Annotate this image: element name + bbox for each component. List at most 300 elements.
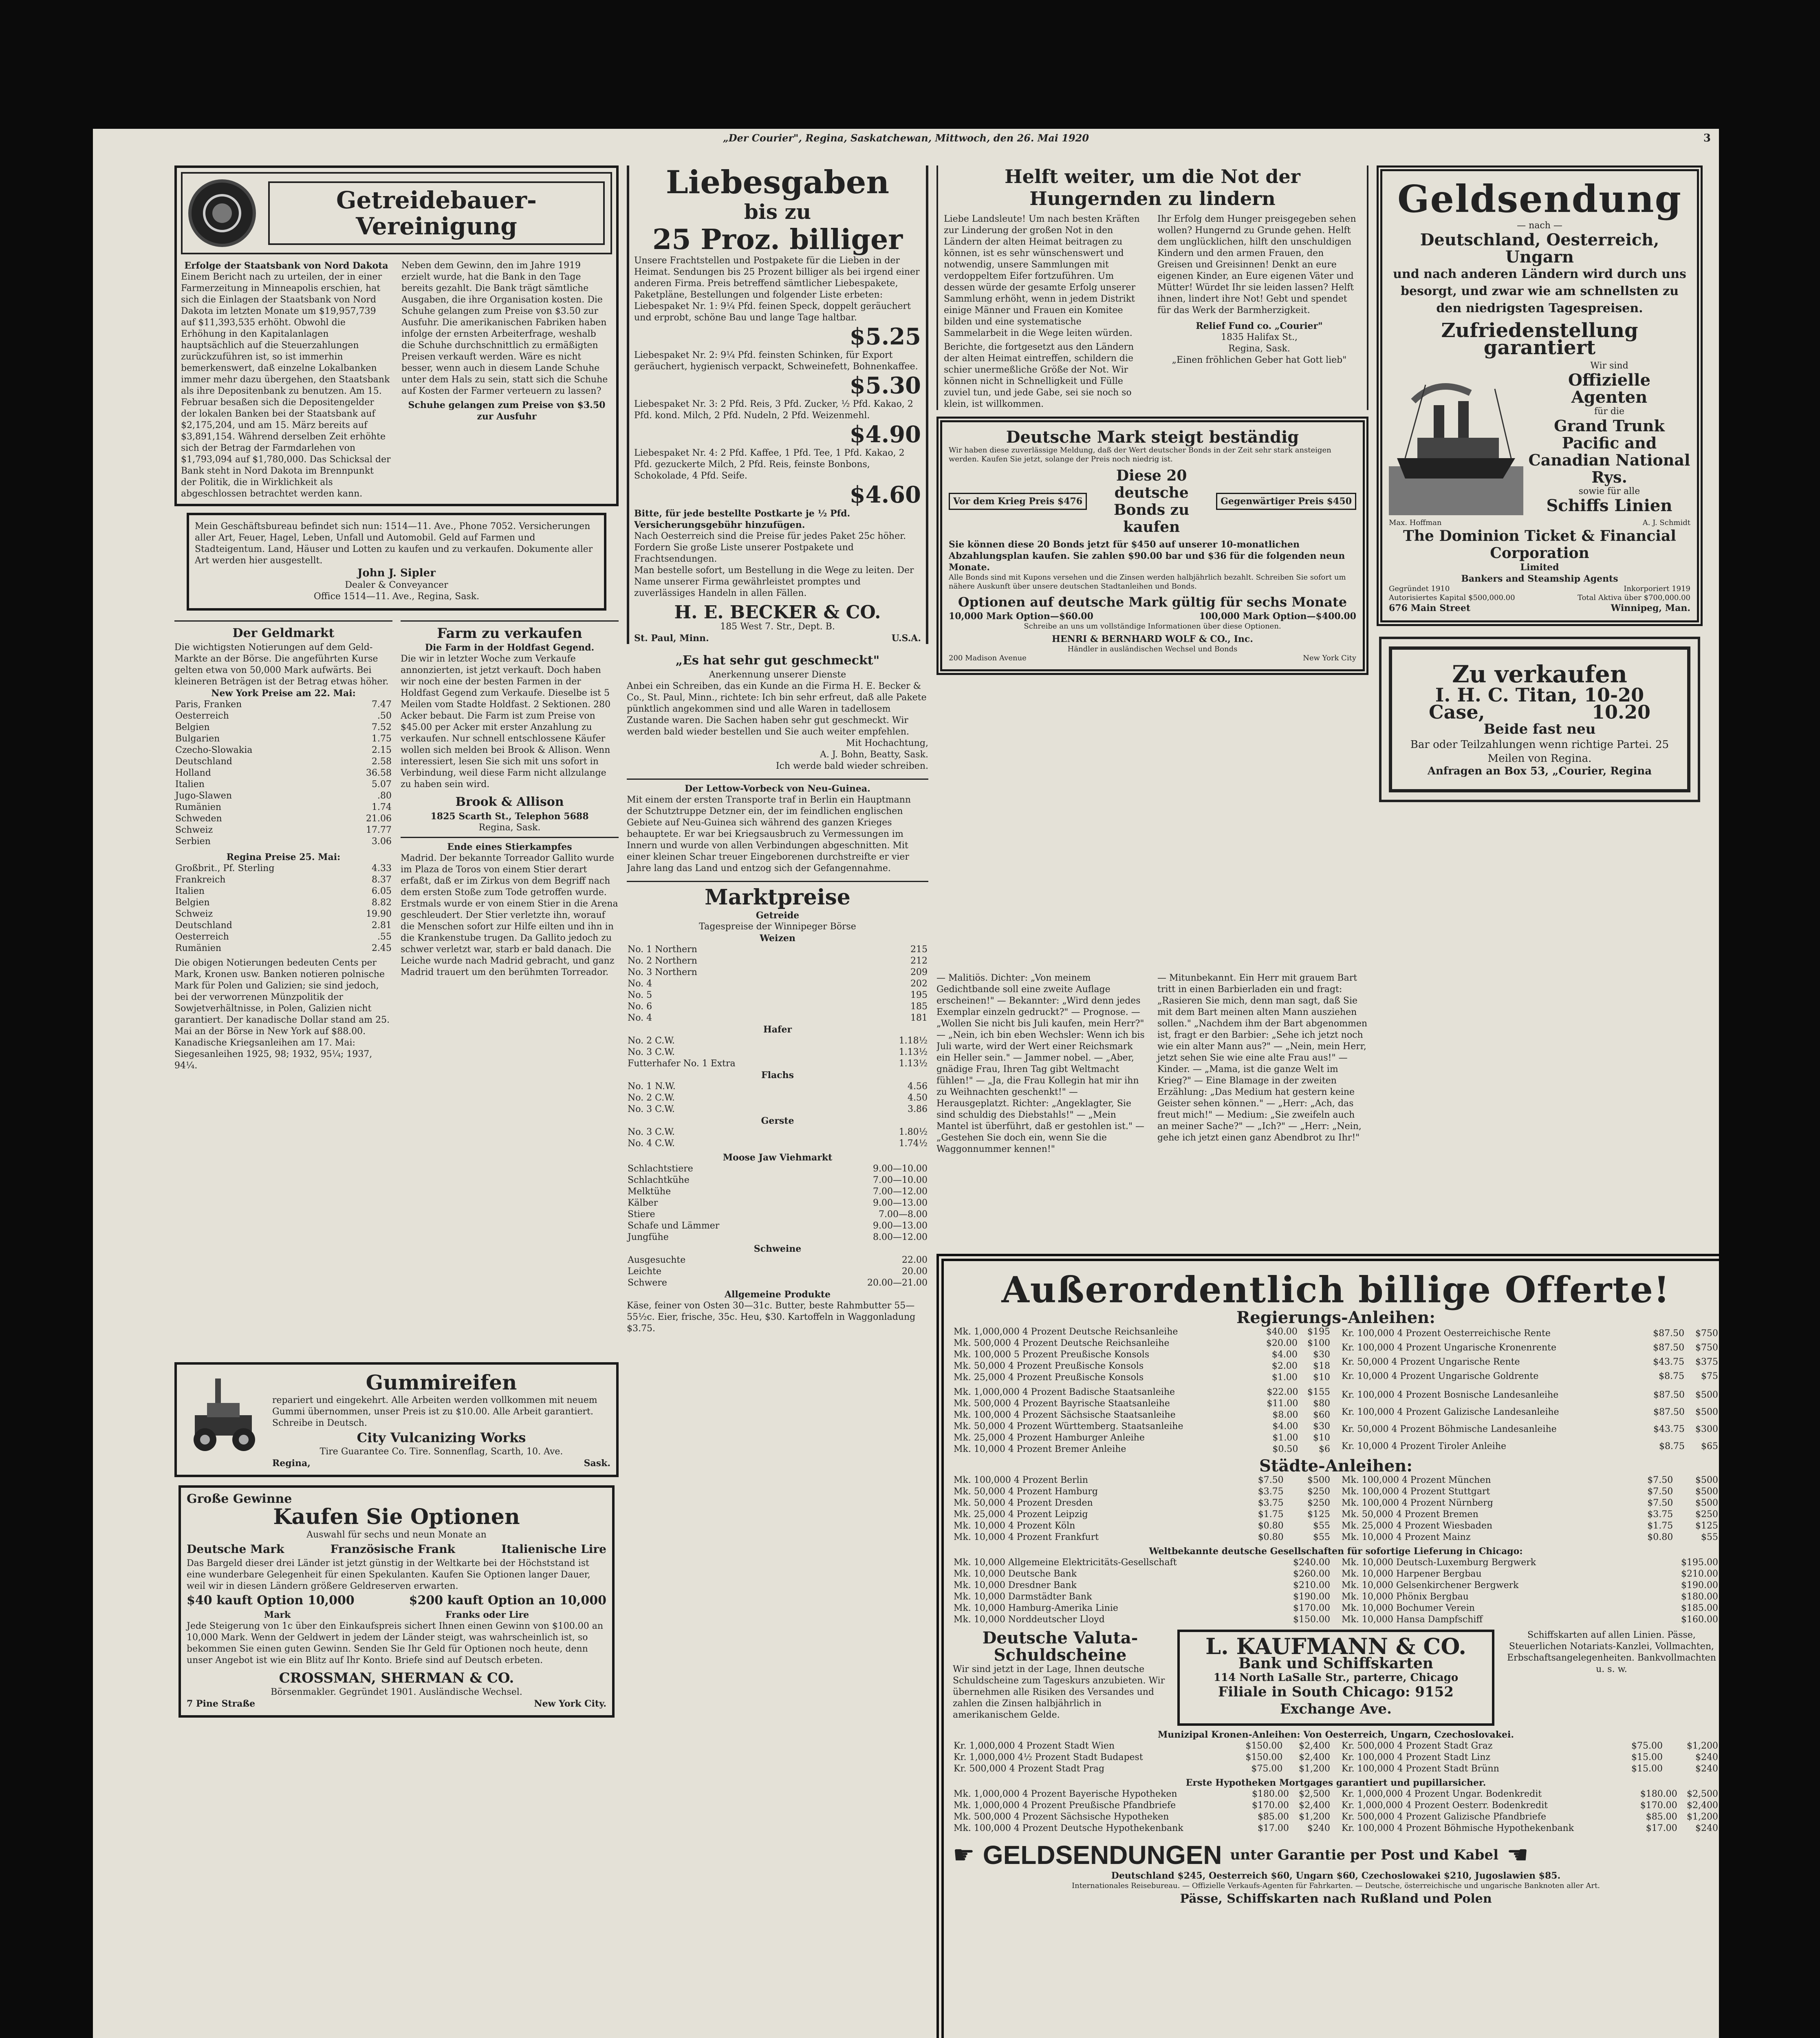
table-cell-value: $4.00	[1272, 1421, 1298, 1431]
table-row	[627, 1209, 928, 1220]
table-cell-value: .80	[377, 791, 392, 801]
table-cell-value: $240.00	[1293, 1557, 1330, 1568]
table-cell-value: 1.13½	[899, 1059, 928, 1069]
table-cell-label: Kr. 500,000 4 Prozent Stadt Graz	[1342, 1741, 1493, 1751]
table-cell-label: Czecho-Slowakia	[175, 745, 253, 755]
table-cell-label: Mk. 10,000 Harpener Bergbau	[1342, 1569, 1482, 1579]
table-cell-value: $7.50	[1647, 1475, 1673, 1485]
table-row	[1341, 1486, 1719, 1498]
schweine-head: Schweine	[754, 1244, 802, 1254]
ny-head: New York Preise am 22. Mai:	[211, 688, 356, 699]
becker-firm: H. E. BECKER & CO.	[674, 602, 881, 623]
table-cell-label: Schwere	[628, 1278, 667, 1288]
stadt-left-table	[953, 1475, 1331, 1543]
stadt-head: Städte-Anleihen:	[1259, 1456, 1413, 1476]
table-cell-label: Mk. 50,000 4 Prozent Dresden	[954, 1498, 1093, 1508]
table-cell-label: Kr. 500,000 4 Prozent Stadt Prag	[954, 1764, 1105, 1774]
crossman-firm: CROSSMAN, SHERMAN & CO.	[279, 1670, 514, 1686]
table-row	[627, 990, 928, 1001]
stierkampf-text: Madrid. Der bekannte Torreador Gallito wurde im Plaza de Toros von einem Stier derart erfaßt, daß er im Zirkus von dem Begriff nach dem ersten Stoße zum Tode getroffen wurde. Erstmals wurde er von einem Stier in die Arena geschleudert. Der Stier verletzte ihn, worauf die Menschen sofort zur Hilfe eilten und ihn in die Krankenstube trugen. Da Gallito jedoch zu schwer verletzt war, starb er bald danach. Die Leiche wurde nach Madrid gebracht, und ganz Madrid trauert um den berühmten Torreador.	[401, 853, 618, 977]
table-cell-label: Schweiz	[175, 909, 213, 919]
table-row	[627, 978, 928, 990]
table-cell-value: $22.00	[1267, 1387, 1298, 1397]
table-row	[1341, 1811, 1719, 1823]
table-cell-label: Oesterreich	[175, 711, 229, 721]
table-cell-label: Mk. 10,000 4 Prozent Bremer Anleihe	[954, 1444, 1126, 1454]
table-cell-label: Mk. 100,000 4 Prozent München	[1342, 1475, 1491, 1485]
liebes-title-1: Liebesgaben	[665, 165, 890, 201]
table-cell-value: 1.74½	[899, 1138, 928, 1149]
liebes-note: Bitte, für jede bestellte Postkarte je ½ Pfd. Versicherungsgebühr hinzufügen.	[634, 508, 851, 530]
table-cell-label: Italien	[175, 886, 205, 896]
table-row	[953, 1763, 1331, 1775]
table-row	[1341, 1580, 1719, 1591]
table-cell-label: Mk. 50,000 4 Prozent Hamburg	[954, 1487, 1098, 1497]
table-cell-value: $1.00	[1272, 1433, 1298, 1443]
schiff-text: Schiffskarten auf allen Linien. Pässe, Steuerlichen Notariats-Kanzlei, Vollmachten, Erbschaftsangelegenheiten. Bankvollmachten u. s. w.	[1507, 1630, 1716, 1674]
table-row	[627, 967, 928, 978]
table-cell-value: 1.75	[372, 734, 392, 744]
table-cell-label: Schweden	[175, 814, 222, 824]
produkte-head: Allgemeine Produkte	[724, 1289, 831, 1300]
table-row	[1341, 1568, 1719, 1580]
table-cell-value: 1.13½	[899, 1047, 928, 1057]
table-row	[174, 909, 392, 920]
table-cell-value: 7.47	[372, 699, 392, 710]
table-row	[174, 886, 392, 897]
table-cell-value: 17.77	[366, 825, 392, 835]
table-cell-value: 212	[910, 956, 928, 966]
table-cell-value: $7.50	[1647, 1498, 1673, 1508]
table-row	[627, 1058, 928, 1070]
liebes-note-3: Man bestelle sofort, um Bestellung in die Wege zu leiten. Der Name unserer Firma gewährleistet promptes und zuverlässiges Handeln in allen Fällen.	[634, 565, 914, 598]
table-cell-value: 36.58	[366, 768, 392, 778]
gummireifen-ad	[174, 1362, 619, 1477]
geschmeckt-sub: Anerkennung unserer Dienste	[709, 670, 846, 680]
optionen-l1: Große Gewinne	[187, 1492, 292, 1506]
table-cell-label: Mk. 25,000 4 Prozent Hamburger Anleihe	[954, 1433, 1145, 1443]
table-cell-value: 22.00	[902, 1255, 928, 1265]
table-row	[174, 733, 392, 745]
farm-subtitle: Die Farm in der Holdfast Gegend.	[425, 642, 595, 653]
opt-small: Schreibe an uns um vollständige Informationen über diese Optionen.	[1024, 622, 1281, 631]
price-current: Gegenwärtiger Preis $450	[1216, 493, 1356, 510]
witz-section	[936, 973, 1368, 1246]
vieh-head: Moose Jaw Viehmarkt	[723, 1152, 833, 1163]
table-cell-label: Rumänien	[175, 943, 222, 953]
kaufmann-addr: 114 North LaSalle Str., parterre, Chicago	[1213, 1672, 1459, 1684]
weizen-head: Weizen	[760, 933, 795, 944]
lettow-title: Der Lettow-Vorbeck von Neu-Guinea.	[685, 783, 870, 794]
geschmeckt-sig-2: A. J. Bohn, Beatty, Sask.	[820, 750, 928, 760]
column-4	[1377, 165, 1703, 964]
table-cell-label: Ausgesuchte	[628, 1255, 686, 1265]
table-cell-value: $170.00	[1293, 1603, 1330, 1613]
table-cell-value: $185.00	[1681, 1603, 1718, 1613]
table-cell-value: .55	[377, 932, 392, 942]
table-cell-value: $170.00	[1640, 1800, 1677, 1811]
table-cell-value: $300	[1695, 1424, 1718, 1434]
optionen-text: Das Bargeld dieser drei Länder ist jetzt günstig in der Weltkarte bei der Höchststand ist eine wunderbare Gelegenheit für einen Spekulanten. Kaufen Sie Optionen langer Dauer, weil wir in diesen Ländern größere Geldreserven erwarten.	[187, 1558, 591, 1591]
table-row	[627, 1277, 928, 1289]
geld-founded-right: Inkorporiert 1919	[1624, 584, 1690, 593]
reg-left-table	[953, 1326, 1331, 1383]
paket-1: Liebespaket Nr. 1: 9¼ Pfd. feinen Speck, doppelt geräuchert und erprobt, schöne Bau und lange Tage haltbar.	[634, 301, 911, 323]
table-cell-label: Kr. 100,000 4 Prozent Ungarische Kronenrente	[1342, 1342, 1557, 1353]
table-cell-value: $1,200	[1687, 1812, 1718, 1822]
table-cell-label: Mk. 50,000 4 Prozent Württemberg. Staatsanleihe	[954, 1421, 1183, 1431]
table-row	[1341, 1475, 1719, 1486]
geld-l2: besorgt, und zwar wie am schnellsten zu	[1400, 284, 1679, 298]
table-cell-value: $375	[1695, 1356, 1718, 1367]
table-cell-label: Mk. 1,000,000 4 Prozent Preußische Pfandbriefe	[954, 1800, 1176, 1811]
gerste-head: Gerste	[761, 1116, 794, 1126]
table-cell-value: $17.00	[1257, 1823, 1289, 1833]
table-cell-value: $2,400	[1687, 1800, 1718, 1811]
table-cell-label: Mk. 100,000 4 Prozent Deutsche Hypothekenbank	[954, 1823, 1183, 1833]
table-cell-value: $55	[1701, 1532, 1718, 1542]
welt-right-table	[1341, 1557, 1719, 1626]
table-row	[953, 1409, 1331, 1421]
geldmarkt-title: Der Geldmarkt	[232, 626, 335, 640]
table-cell-label: Mk. 25,000 4 Prozent Preußische Konsols	[954, 1372, 1144, 1383]
table-row	[953, 1398, 1331, 1409]
table-row	[174, 802, 392, 813]
table-row	[953, 1444, 1331, 1455]
table-row	[953, 1421, 1331, 1432]
table-row	[174, 768, 392, 779]
table-cell-value: $750	[1695, 1342, 1718, 1353]
geld-zufr: Zufriedenstellung garantiert	[1441, 319, 1638, 359]
gummi-addr: Tire Guarantee Co. Tire. Sonnenflag, Scarth, 10. Ave.	[319, 1447, 563, 1457]
geld-name-right: A. J. Schmidt	[1642, 518, 1690, 527]
table-cell-value: .50	[377, 711, 392, 721]
produkte-text: Käse, feiner von Osten 30—31c. Butter, beste Rahmbutter 55—55½c. Eier, frische, 35c. Heu, $30. Kartoffeln in Waggonladung $3.75.	[627, 1301, 916, 1334]
paket-3: Liebespaket Nr. 3: 2 Pfd. Reis, 3 Pfd. Zucker, ½ Pfd. Kakao, 2 Pfd. kond. Milch, 2 Pfd. Nudeln, 2 Pfd. Weizenmehl.	[634, 399, 913, 421]
table-row	[953, 1752, 1331, 1763]
titan-case: Case,	[1429, 701, 1485, 723]
table-cell-value: 4.50	[908, 1093, 928, 1103]
lettow-article	[627, 783, 928, 874]
pointing-hand-right-icon: ☚	[1506, 1841, 1529, 1869]
table-cell-label: Kr. 500,000 4 Prozent Galizische Pfandbriefe	[1342, 1812, 1546, 1822]
getreide-title: Getreidebauer-Vereinigung	[336, 186, 537, 240]
table-cell-value: $8.75	[1659, 1441, 1685, 1451]
table-row	[174, 920, 392, 931]
table-cell-label: Mk. 1,000,000 4 Prozent Badische Staatsanleihe	[954, 1387, 1175, 1397]
table-cell-value: 1.18½	[899, 1036, 928, 1046]
table-row	[627, 1001, 928, 1012]
table-cell-value: 21.06	[366, 814, 392, 824]
table-cell-value: 3.86	[908, 1104, 928, 1114]
table-cell-value: $80	[1313, 1398, 1330, 1409]
getreidebauer-ad	[174, 165, 619, 506]
table-cell-value: 19.90	[366, 909, 392, 919]
emblem-icon	[188, 179, 256, 247]
table-cell-value: $210.00	[1681, 1569, 1718, 1579]
table-cell-value: 20.00	[902, 1266, 928, 1277]
table-cell-label: No. 4	[628, 1013, 652, 1023]
markt-sub: Getreide	[756, 910, 800, 921]
hunger-text-right: Ihr Erfolg dem Hunger preisgegeben sehen wollen? Hungernd zu Grunde gehen. Helft dem unglücklichen, hilft den unschuldigen Kindern und den armen Frauen, den Greisen und Greisinnen! Denkt an eure eigenen Kinder, an Eure eigenen Väter und Mütter! Würdet Ihr sie leiden lassen? Helft ihnen, lindert ihre Not! Gebt und spendet für das Werk der Barmherzigkeit.	[1157, 214, 1356, 315]
fund-l4: „Einen fröhlichen Geber hat Gott lieb"	[1172, 355, 1347, 365]
liebes-title-2: bis zu	[744, 200, 811, 224]
table-cell-label: Kälber	[628, 1198, 658, 1208]
geld-rail-2: Canadian National Rys.	[1528, 451, 1690, 486]
table-row	[1341, 1740, 1719, 1752]
mark-steigt-ad	[936, 417, 1368, 675]
table-row	[1341, 1520, 1719, 1532]
table-cell-value: $195	[1307, 1327, 1330, 1337]
table-cell-label: Kr. 100,000 4 Prozent Bosnische Landesanleihe	[1342, 1390, 1559, 1400]
table-row	[1341, 1763, 1719, 1775]
table-row	[953, 1591, 1331, 1603]
table-row	[174, 943, 392, 954]
table-cell-label: Mk. 10,000 Bochumer Verein	[1342, 1603, 1475, 1613]
wolf-addr: 200 Madison Avenue	[949, 654, 1027, 662]
table-cell-value: $240	[1307, 1823, 1330, 1833]
witz-right: — Mitunbekannt. Ein Herr mit grauem Bart tritt in einen Barbierladen ein und fragt: „Rasieren Sie mich, denn man sagt, daß Sie mit dem Bart meinen alten Mann ausziehen sollen." „Nachdem ihm der Bart abgenommen ist, fragt er den Barbier: „Sehe ich jetzt noch wie ein alter Mann aus?" — „Nein, mein Herr, jetzt sehen Sie wie eine alte Frau aus!" — Kinder. — „Mama, ist die ganze Welt im Krieg?" — Eine Blamage in der zweiten Erzählung: „Das Medium hat gestern keine Geister sehen können." — „Herr: „Ach, das freut mich!" — Medium: „Sie zweifeln auch an meiner Sache?" — „Ich?" — „Herr: „Nein, gehe ich jetzt einen ganz Abendbrot zu Ihr!"	[1157, 973, 1368, 1143]
table-row	[953, 1568, 1331, 1580]
table-cell-label: Deutschland	[175, 757, 232, 767]
table-cell-value: 2.58	[372, 757, 392, 767]
munic-left-table	[953, 1740, 1331, 1775]
table-cell-label: Bulgarien	[175, 734, 220, 744]
table-cell-value: $750	[1695, 1328, 1718, 1339]
table-cell-value: $250	[1695, 1509, 1718, 1520]
table-cell-label: Mk. 10,000 Deutsche Bank	[954, 1569, 1077, 1579]
table-row	[627, 1035, 928, 1047]
table-cell-label: Mk. 10,000 4 Prozent Köln	[954, 1521, 1075, 1531]
liebes-intro: Unsere Frachtstellen und Postpakete für die Lieben in der Heimat. Sendungen bis 25 Prozent billiger als bei irgend einer anderen Firma. Preis betreffend sämtlicher Liebespakete, Paketpläne, Bestellungen und folgender Liste erbeten:	[634, 256, 920, 300]
table-cell-value: $150.00	[1245, 1752, 1283, 1762]
table-cell-value: 9.00—10.00	[873, 1164, 928, 1174]
table-cell-label: Mk. 10,000 Deutsch-Luxemburg Bergwerk	[1342, 1557, 1536, 1568]
table-cell-value: $500	[1695, 1407, 1718, 1417]
table-row	[174, 813, 392, 825]
table-row	[1341, 1355, 1719, 1369]
lettow-text: Mit einem der ersten Transporte traf in Berlin ein Hauptmann der Schutztruppe Detzner ein, der im feindlichen englischen Gebiete auf Neu-Guinea sich während des ganzen Krieges behauptete. Er war bei Kriegsausbruch zu Vermessungen im Innern und wurde von allen Verbindungen abgeschnitten. Mit einer kleinen Schar treuer Eingeborenen durchstreifte er vier Jahre lang das Land und entzog sich der Gefangennahme.	[627, 795, 911, 873]
table-cell-value: $125	[1307, 1509, 1330, 1520]
table-cell-value: $500	[1695, 1390, 1718, 1400]
table-cell-value: 2.45	[372, 943, 392, 953]
table-cell-value: $8.00	[1272, 1410, 1298, 1420]
table-row	[1341, 1603, 1719, 1614]
farm-firm: Brook & Allison	[455, 795, 564, 809]
table-row	[174, 790, 392, 802]
table-row	[953, 1338, 1331, 1349]
table-row	[627, 955, 928, 967]
geld-farm-row	[174, 617, 619, 1359]
table-cell-value: 7.52	[372, 722, 392, 732]
hunger-text-left: Liebe Landsleute! Um nach besten Kräften zur Linderung der großen Not in den Ländern der alten Heimat beitragen zu können, ist es sehr wünschenswert und notwendig, unsere Sammlungen mit verdoppeltem Eifer fortzuführen. Um dessen würde der gesamte Erfolg unserer Sammlung erhöht, wenn in jedem Distrikt einige Männer und Frauen ein Komitee bilden und eine systematische Sammelarbeit in die Wege leiten würden.	[944, 214, 1140, 338]
table-cell-label: Kr. 100,000 4 Prozent Stadt Brünn	[1342, 1764, 1499, 1774]
table-cell-value: $1,200	[1299, 1764, 1330, 1774]
stierkampf-title: Ende eines Stierkampfes	[447, 842, 572, 852]
table-cell-value: 4.56	[908, 1081, 928, 1092]
table-cell-label: No. 3 C.W.	[628, 1104, 675, 1114]
wolf-city: New York City	[1303, 654, 1356, 662]
opt-right: 100,000 Mark Option—$400.00	[1199, 611, 1356, 622]
table-row	[953, 1800, 1331, 1811]
table-cell-value: 202	[910, 979, 928, 989]
table-cell-label: No. 4	[628, 979, 652, 989]
table-cell-value: $75.00	[1631, 1741, 1663, 1751]
pointing-hand-left-icon: ☛	[953, 1841, 975, 1869]
welt-left-table	[953, 1557, 1331, 1626]
table-cell-value: 20.00—21.00	[867, 1278, 928, 1288]
geldsendung-ad	[1377, 165, 1703, 626]
titan-l5: Anfragen an Box 53, „Courier, Regina	[1427, 765, 1652, 777]
table-cell-value: 185	[910, 1001, 928, 1012]
table-cell-label: Mk. 100,000 4 Prozent Stuttgart	[1342, 1487, 1490, 1497]
table-cell-value: $10	[1313, 1372, 1330, 1383]
optionen-note: Auswahl für sechs und neun Monate an	[306, 1530, 487, 1540]
table-row	[1341, 1591, 1719, 1603]
markt-title: Marktpreise	[705, 885, 851, 910]
table-cell-value: 2.15	[372, 745, 392, 755]
geld-l1: und nach anderen Ländern wird durch uns	[1393, 267, 1686, 281]
table-cell-value: $40.00	[1266, 1327, 1298, 1337]
table-cell-value: $7.50	[1647, 1487, 1673, 1497]
valuta-head: Deutsche Valuta-Schuldscheine	[982, 1628, 1138, 1665]
mark-offer: Diese 20 deutsche Bonds zu kaufen	[1114, 467, 1190, 536]
table-cell-value: $2,500	[1299, 1789, 1330, 1799]
table-cell-value: $1,200	[1687, 1741, 1718, 1751]
table-cell-value: $1.75	[1647, 1521, 1673, 1531]
geld-fuer: für die	[1594, 406, 1624, 417]
geld-wir: Wir sind	[1590, 361, 1628, 371]
table-cell-value: 6.05	[372, 886, 392, 896]
fund-l2: 1835 Halifax St.,	[1221, 332, 1298, 342]
table-cell-value: 4.33	[372, 863, 392, 873]
paket-1-price: $5.25	[849, 323, 921, 350]
stadt-right-table	[1341, 1475, 1719, 1543]
table-cell-value: $210.00	[1293, 1580, 1330, 1590]
paket-3-price: $4.90	[849, 421, 921, 448]
table-cell-label: Italien	[175, 779, 205, 790]
table-cell-label: Kr. 50,000 4 Prozent Ungarische Rente	[1342, 1356, 1520, 1367]
crossman-city: New York City.	[534, 1698, 606, 1709]
markt-sub-2: Tagespreise der Winnipeger Börse	[699, 922, 856, 932]
liebes-note-2: Nach Oesterreich sind die Preise für jedes Paket 25c höher. Fordern Sie große Liste unserer Postpakete und Frachtsendungen.	[634, 531, 906, 564]
optionen-title: Kaufen Sie Optionen	[273, 1504, 520, 1529]
table-cell-label: Mk. 10,000 Allgemeine Elektricitäts-Gesellschaft	[954, 1557, 1177, 1568]
table-cell-value: $0.80	[1647, 1532, 1673, 1542]
table-cell-label: Mk. 10,000 Norddeutscher Lloyd	[954, 1615, 1105, 1625]
geld-limited: Limited	[1520, 562, 1559, 573]
hyp-left-table	[953, 1789, 1331, 1834]
table-cell-value: $500	[1307, 1475, 1330, 1485]
welt-head: Weltbekannte deutsche Gesellschaften für sofortige Lieferung in Chicago:	[1149, 1546, 1523, 1557]
marktpreise	[627, 885, 928, 1334]
offer-1-sub: Mark	[264, 1610, 291, 1620]
geld-founded-left: Gegründet 1910	[1389, 584, 1450, 593]
munic-head: Munizipal Kronen-Anleihen: Von Oesterreich, Ungarn, Czechoslovakei.	[1157, 1729, 1514, 1740]
titan-case-size: 10.20	[1591, 701, 1650, 723]
table-cell-label: Mk. 10,000 Phönix Bergbau	[1342, 1592, 1469, 1602]
table-cell-value: $0.80	[1258, 1521, 1284, 1531]
titan-l3: Beide fast neu	[1483, 721, 1596, 737]
table-row	[174, 874, 392, 886]
flachs-head: Flachs	[761, 1070, 794, 1081]
optionen-ad	[178, 1485, 615, 1718]
table-cell-value: $0.80	[1258, 1532, 1284, 1542]
table-cell-value: $240	[1695, 1752, 1718, 1762]
table-cell-label: Kr. 1,000,000 4½ Prozent Stadt Budapest	[954, 1752, 1143, 1762]
table-cell-value: 7.00—10.00	[873, 1175, 928, 1185]
table-cell-value: $100	[1307, 1338, 1330, 1348]
table-cell-label: Paris, Franken	[175, 699, 242, 710]
gummi-text: repariert und eingekehrt. Alle Arbeiten werden vollkommen mit neuem Gummi übernommen, unser Preis ist zu $10.00. Alle Arbeit garantiert. Schreibe in Deutsch.	[272, 1395, 597, 1428]
table-cell-label: Mk. 10,000 Hamburg-Amerika Linie	[954, 1603, 1118, 1613]
table-cell-label: Belgien	[175, 898, 210, 908]
table-cell-value: $240	[1695, 1823, 1718, 1833]
geld-name-left: Max. Hoffman	[1389, 518, 1442, 527]
farm-city: Regina, Sask.	[478, 823, 541, 833]
table-cell-value: $2,400	[1299, 1752, 1330, 1762]
table-row	[1341, 1326, 1719, 1341]
geschmeckt-text: Anbei ein Schreiben, das ein Kunde an die Firma H. E. Becker & Co., St. Paul, Minn., richtete: Ich bin sehr erfreut, daß alle Pakete pünktlich angekommen sind und alle Waren in tadellosem Zustande waren. Die Sachen haben sehr gut geschmeckt. Wir werden bald wieder bestellen und Sie auch weiter empfehlen.	[627, 681, 927, 737]
getreide-text-a: Einem Bericht nach zu urteilen, der in einer Farmerzeitung in Minneapolis erschien, hat sich die Einlagen der Staatsbank von Nord Dakota im letzten Monate um $19,957,739 auf $11,393,535 erhöht. Obwohl die Erhöhung in den Kapitalanlagen hauptsächlich auf die Steuerzahlungen zurückzuführen ist, so ist immerhin bemerkenswert, daß einzelne Lokalbanken immer mehr dazu übergehen, den Staatsbank als ihre Depositenbank zu benutzen. Am 15. Februar besaßen sich die Depositengelder der lokalen Banken bei der Staatsbank auf $2,175,204, und am 15. März bereits auf $3,891,154. Während derselben Zeit erhöhte sich der Betrag der Farmdarlehen von $1,793,094 auf $1,780,000. Das Schicksal der Bank steht in Nord Dakota im Brennpunkt der Politik, die in Wirklichkeit als abgeschlossen betrachtet werden kann.	[181, 272, 391, 499]
table-cell-label: No. 1 Northern	[628, 944, 697, 955]
table-cell-value: $75	[1701, 1371, 1718, 1381]
table-row	[174, 699, 392, 710]
table-cell-value: $87.50	[1653, 1342, 1685, 1353]
table-cell-label: Kr. 1,000,000 4 Prozent Oesterr. Bodenkredit	[1342, 1800, 1548, 1811]
geld-schiff: Schiffs Linien	[1546, 496, 1672, 515]
crossman-sub: Börsenmakler. Gegründet 1901. Ausländische Wechsel.	[271, 1687, 522, 1697]
table-cell-value: $55	[1313, 1521, 1330, 1531]
table-cell-value: 209	[910, 967, 928, 977]
table-row	[174, 710, 392, 722]
paket-4-price: $4.60	[849, 481, 921, 508]
table-cell-label: No. 6	[628, 1001, 652, 1012]
table-cell-label: Frankreich	[175, 875, 226, 885]
table-cell-label: Leichte	[628, 1266, 662, 1277]
table-row	[1341, 1421, 1719, 1438]
getreide-subhead: Erfolge der Staatsbank von Nord Dakota	[184, 260, 388, 271]
table-cell-value: $30	[1313, 1421, 1330, 1431]
table-row	[627, 1198, 928, 1209]
table-row	[174, 836, 392, 847]
table-cell-value: $155	[1307, 1387, 1330, 1397]
table-row	[627, 1175, 928, 1186]
table-cell-label: Serbien	[175, 836, 211, 847]
geldmarkt-article	[174, 617, 392, 1359]
table-cell-value: $18	[1313, 1361, 1330, 1371]
table-cell-value: $3.75	[1258, 1487, 1284, 1497]
reg-left-table-2	[953, 1387, 1331, 1455]
table-cell-value: $125	[1695, 1521, 1718, 1531]
table-cell-label: Jugo-Slawen	[175, 791, 232, 801]
geld-title: Geldsendung	[1397, 177, 1682, 221]
table-cell-value: $160.00	[1681, 1615, 1718, 1625]
table-cell-label: No. 5	[628, 990, 652, 1000]
table-cell-value: 8.82	[372, 898, 392, 908]
table-cell-label: Mk. 50,000 4 Prozent Preußische Konsols	[954, 1361, 1144, 1371]
table-cell-value: $4.00	[1271, 1350, 1298, 1360]
sipler-role: Dealer & Conveyancer	[345, 580, 448, 590]
table-cell-value: 1.80½	[899, 1127, 928, 1137]
table-cell-value: $1.75	[1258, 1509, 1284, 1520]
table-cell-value: $195.00	[1681, 1557, 1718, 1568]
geld-cap-left: Autorisiertes Kapital $500,000.00	[1389, 593, 1515, 602]
table-cell-value: $85.00	[1646, 1812, 1677, 1822]
table-cell-label: No. 3 C.W.	[628, 1047, 675, 1057]
liebes-title-3: 25 Proz. billiger	[652, 223, 903, 256]
table-cell-label: Mk. 100,000 4 Prozent Berlin	[954, 1475, 1088, 1485]
